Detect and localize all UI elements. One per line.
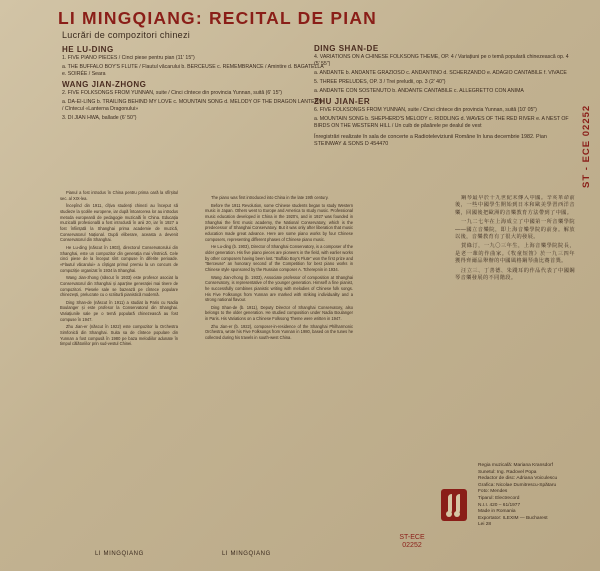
notes-paragraph: 賀綠汀，一九〇三年生，上海音樂學院院長，是老一輩的作曲家。《牧童短笛》於一九三四年獲得齊爾品舉辦的中國風格鋼琴曲比賽首獎。 (455, 243, 575, 265)
notes-paragraph: Ding Shan-de (născut în 1911) a studiat la Paris cu Nadia Boulanger și este profesor la Conservatorul din Shanghai. Variațiunile sale pe o temă populară chinezească au fost compuse în 1947. (60, 299, 178, 322)
composer-block (314, 97, 574, 130)
notes-paragraph: 一九二七年在上海成立了中國第一所音樂學院——國立音樂院，即上海音樂學院的前身。解放以後，音樂教育有了很大的發展。 (455, 219, 575, 241)
liner-notes-english (205, 195, 353, 545)
track-item: a. ANDANTE CON SOSTENUTO b. ANDANTE CANTABILE c. ALLEGRETTO CON ANIMA (314, 88, 524, 94)
notes-paragraph: 汪立三、丁善德、朱踐耳的作品代表了中國鋼琴音樂發展的不同階段。 (455, 267, 575, 282)
program-left (62, 45, 324, 124)
notes-paragraph: Pianul a fost introdus în China pentru prima oară la sfîrșitul sec. al XIX-lea. (60, 190, 178, 201)
footer-artist-right: LI MINGQIANG (222, 551, 271, 557)
notes-paragraph: Zhu Jian-er (b. 1922), composer-in-residence of the Shanghai Philharmonic Orchestra, wrote his Five Folksongs from Yunnan in 1980, based on the tunes he collected during his travels in south-west China. (205, 323, 353, 341)
credit-line: Lei 28 (478, 522, 492, 528)
catalog-series: ST-ECE (399, 534, 425, 541)
album-subtitle: Lucrări de compozitori chinezi (62, 30, 191, 40)
notes-paragraph: Wang Jian-zhong (b. 1933), Associate professor of composition at Shanghai Conservatory, is representative of the younger generation. Himself a fine pianist, he successfully combines pianistic writing with melodies of Chinese folk songs. His Five Folksongs from Yunnan are marked with striking individuality and a strong national flavour. (205, 274, 353, 303)
track-item: a. ANDANTE b. ANDANTE GRAZIOSO c. ANDANTINO d. SCHERZANDO e. ADAGIO CANTABILE f. VIVACE (314, 70, 567, 76)
composer-name: HE LU-DING (62, 45, 114, 54)
credit-line: Tiparul: Electrecord (478, 495, 520, 501)
electrecord-logo-icon (440, 488, 468, 522)
credit-line: Exportator: ILEXIM — Bucharest (478, 515, 548, 521)
composer-block (314, 44, 574, 95)
notes-paragraph: The piano was first introduced into China in the late 19th century. (211, 195, 329, 200)
track-item: a. THE BUFFALO BOY'S FLUTE / Flautul văcarului b. BERCEUSE c. REMEMBRANCE / Amintire d. BAGATELLA e. SOIRÉE / Seara (62, 64, 324, 77)
track-item: a. MOUNTAIN SONG b. SHEPHERD'S MELODY c. RIDDLING d. WAVES OF THE RED RIVER e. A NEST OF BIRDS ON THE WESTERN HILL / Un cuib de păsărele pe dealul de vest (314, 116, 569, 129)
track-item: 4. VARIATIONS ON A CHINESE FOLKSONG THEME, OP. 4 / Variațiuni pe o temă populară chinezească op. 4 (5' 55") (314, 54, 569, 67)
album-title: LI MINGQIANG: RECITAL DE PIAN (58, 8, 378, 28)
track-item: 3. DI JIAN HWA, ballade (6' 50") (62, 115, 137, 121)
composer-name: DING SHAN-DE (314, 44, 379, 53)
production-credits (478, 463, 596, 529)
footer-artist-left: LI MINGQIANG (95, 551, 144, 557)
composer-block (62, 80, 324, 122)
credit-line: Grafica: Nicolae Dumitrescu-Spătaru (478, 482, 557, 488)
notes-paragraph: Ding Shan-de (b. 1911), Deputy Director of Shanghai Conservatory, also belongs to the older generation. He studied composition under Nadia Boulanger in Paris. His Variations on a Chinese Folksong Theme were written in 1947. (205, 304, 353, 322)
credit-line: Redactor de disc: Adriana Voiculescu (478, 476, 558, 482)
composer-block (62, 45, 324, 78)
credit-line: Regia muzicală: Mariana Kransdorf (478, 463, 553, 468)
catalog-number-bottom (392, 534, 432, 550)
track-item: 6. FIVE FOLKSONGS FROM YUNNAN, suite / Cinci cîntece din provincia Yunnan, suită (10' 05") (314, 107, 537, 113)
notes-paragraph: 鋼琴最早於十九世紀末傳入中國。辛亥革命前後，一些中國學生開始到日本和歐美學習西洋音樂，回國後把歐洲的音樂教育方法帶到了中國。 (455, 195, 575, 216)
program-right (314, 44, 574, 148)
track-item: 1. FIVE PIANO PIECES / Cinci piese pentru pian (11' 15") (62, 55, 195, 61)
credit-line: Made in Romania (478, 509, 516, 515)
catalog-number-side: ST - ECE 02252 (581, 104, 592, 188)
recording-info: Înregistrări realizate în sala de concerte a Radioteleviziunii Române în luna decembrie 1982. Pian STEINWAY & SONS D 454470 (314, 134, 547, 147)
notes-paragraph: Wang Jian-zhong (născut în 1933) este profesor asociat la Conservatorul din Shanghai și aparține generației mai tinere de compozitori. Piesele sale se bazează pe cîntece populare chinezești, prelucrate cu o scriitură pianistică modernă. (60, 275, 178, 298)
track-item: 5. THREE PRELUDES, OP. 3 / Trei preludii, op. 3 (2' 40") (314, 79, 446, 85)
track-item: a. DA-EI-LING b. TRAILING BEHIND MY LOVE c. MOUNTAIN SONG d. MELODY OF THE DRAGON LANTERN / Cîntecul «Lanterna Dragonului» (62, 99, 323, 112)
track-item: 2. FIVE FOLKSONGS FROM YUNNAN, suite / Cinci cîntece din provincia Yunnan, suită (6' 15") (62, 90, 283, 96)
liner-notes-chinese (455, 195, 575, 457)
catalog-code: 02252 (402, 542, 422, 549)
notes-paragraph: Before the 1911 Revolution, some Chinese students began to study Western music in Japan. Others went to Europe and America to study music. Professional music education developed in China in the 1920's, and in 1927 was founded in Shanghai the first music academy, the National Conservatory, which is the predecessor of Shanghai Conservatory. But it was only after liberation that music education made great advance. Here are some piano works by four Chinese composers, representing different phases of Chinese piano music. (205, 202, 353, 242)
credit-line: Sunetul: Ing. Radovel Popa (478, 469, 537, 475)
credit-line: N.I.I. 420 – 61/1977 (478, 502, 521, 508)
notes-paragraph: He Lu-ding (b. 1903), Director of Shanghai Conservatory, is a composer of the older generation. His five piano pieces are pioneers in the field, with earlier works by other composers having been lost. "Buffalo Boy's Flute" won the first prize and "Berceuse" an honorary second of the Competition for best piano works in Chinese style sponsored by the Russian composer A. Tcherepnin in 1934. (205, 244, 353, 272)
notes-paragraph: Zhu Jian-er (născut în 1922) este compozitor la Orchestra Simfonică din Shanghai. Suita sa de cîntece populare din Yunnan a fost compusă în 1980 pe baza melodiilor adunate în timpul călătoriilor prin sud-vestul Chinei. (60, 324, 178, 347)
composer-name: ZHU JIAN-ER (314, 97, 371, 106)
notes-paragraph: He Lu-ding (născut în 1903), directorul Conservatorului din Shanghai, este un compozitor din generația mai vîrstnică. Cele cinci piese de la început sînt compuse în diferite perioade. «Flautul văcarului» a cîștigat primul premiu la un concurs de compoziție organizat în 1934 la Shanghai. (60, 244, 178, 273)
composer-name: WANG JIAN-ZHONG (62, 80, 147, 89)
credit-line: Foto: Mendes (478, 489, 508, 495)
liner-notes-romanian (60, 190, 178, 545)
notes-paragraph: Începînd din 1911, cîțiva studenți chinezi au început să studieze la școlile europene, iar după întoarcerea lor au introdus metoda europeană de pedagogie muzicală în China. Educația muzicală profesională a fost introdusă în anii 20, iar în 1927 a fost înființată la Shanghai prima academie de muzică, Conservatorul Național. După eliberare, aceasta a devenit Conservatorul din Shanghai. (60, 203, 178, 243)
